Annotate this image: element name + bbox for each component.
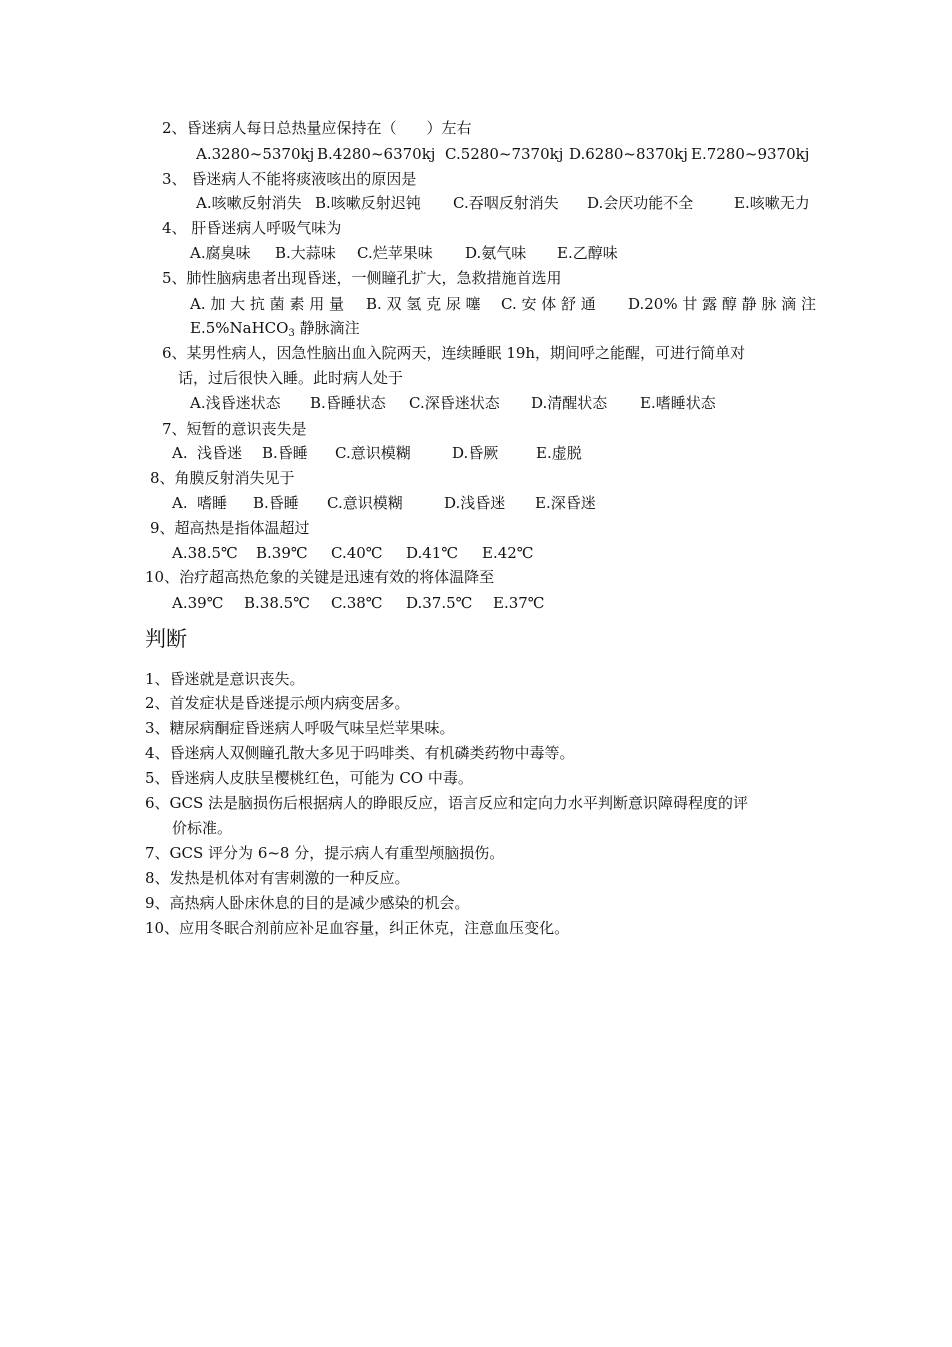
- option: A. 浅昏迷: [172, 444, 243, 462]
- question-9-stem: 9、超高热是指体温超过: [150, 519, 310, 537]
- option: A.浅昏迷状态: [190, 394, 281, 412]
- option: C.深昏迷状态: [409, 394, 500, 412]
- option: E.咳嗽无力: [734, 194, 810, 212]
- tf-item: 1、昏迷就是意识丧失。: [145, 670, 305, 688]
- tf-item: 7、GCS 评分为 6~8 分，提示病人有重型颅脑损伤。: [145, 844, 505, 862]
- option: C.40℃: [331, 544, 383, 562]
- tf-item: 2、首发症状是昏迷提示颅内病变居多。: [145, 694, 410, 712]
- option: E.深昏迷: [535, 494, 596, 512]
- question-6-stem-cont: 话，过后很快入睡。此时病人处于: [178, 369, 404, 387]
- option: C. 安 体 舒 通: [501, 295, 596, 313]
- question-8-stem: 8、角膜反射消失见于: [150, 469, 295, 487]
- option: C.吞咽反射消失: [453, 194, 559, 212]
- option: E.乙醇味: [557, 244, 618, 262]
- option: E.7280~9370kj: [691, 145, 810, 163]
- option: B.4280~6370kj: [317, 145, 436, 163]
- option: B.咳嗽反射迟钝: [315, 194, 421, 212]
- question-4-stem: 4、 肝昏迷病人呼吸气味为: [162, 219, 342, 237]
- option: B.大蒜味: [275, 244, 336, 262]
- option: D.清醒状态: [531, 394, 608, 412]
- question-2-stem: 2、昏迷病人每日总热量应保持在（ ）左右: [162, 119, 472, 137]
- option: E.嗜睡状态: [640, 394, 716, 412]
- option: E.37℃: [493, 594, 545, 612]
- tf-item: 4、昏迷病人双侧瞳孔散大多见于吗啡类、有机磷类药物中毒等。: [145, 744, 575, 762]
- option: C.烂苹果味: [357, 244, 433, 262]
- section-title: 判断: [145, 627, 187, 651]
- option: D.41℃: [406, 544, 459, 562]
- option: D.20% 甘 露 醇 静 脉 滴 注: [628, 295, 816, 313]
- tf-item-cont: 价标准。: [172, 819, 233, 837]
- option: C.意识模糊: [335, 444, 411, 462]
- question-6-stem: 6、某男性病人，因急性脑出血入院两天，连续睡眠 19h，期间呼之能醒，可进行简单对: [162, 344, 746, 362]
- option: B.39℃: [256, 544, 308, 562]
- option: C.5280~7370kj: [445, 145, 564, 163]
- option: D.6280~8370kj: [569, 145, 688, 163]
- tf-item: 6、GCS 法是脑损伤后根据病人的睁眼反应，语言反应和定向力水平判断意识障碍程度的评: [145, 794, 749, 812]
- option: A.咳嗽反射消失: [196, 194, 302, 212]
- option: A.38.5℃: [172, 544, 238, 562]
- option: B.昏睡: [262, 444, 308, 462]
- question-10-stem: 10、治疗超高热危象的关键是迅速有效的将体温降至: [145, 568, 495, 586]
- option: A. 加 大 抗 菌 素 用 量: [190, 295, 344, 313]
- option: A.3280~5370kj: [196, 145, 315, 163]
- option: A.39℃: [172, 594, 224, 612]
- option: A.腐臭味: [190, 244, 251, 262]
- option: D.昏厥: [452, 444, 499, 462]
- option-e-subscript: 3: [288, 328, 295, 339]
- option: A. 嗜睡: [172, 494, 228, 512]
- question-3-stem: 3、 昏迷病人不能将痰液咳出的原因是: [162, 170, 417, 188]
- tf-item: 9、高热病人卧床休息的目的是减少感染的机会。: [145, 894, 470, 912]
- option: D.氨气味: [465, 244, 527, 262]
- option: D.37.5℃: [406, 594, 473, 612]
- tf-item: 10、应用冬眠合剂前应补足血容量，纠正休克，注意血压变化。: [145, 919, 570, 937]
- option: B. 双 氢 克 尿 噻: [366, 295, 481, 313]
- tf-item: 3、糖尿病酮症昏迷病人呼吸气味呈烂苹果味。: [145, 719, 455, 737]
- option-e-text: E.5%NaHCO: [190, 319, 289, 337]
- option: C.意识模糊: [327, 494, 403, 512]
- option: B.昏睡: [253, 494, 299, 512]
- tf-item: 5、昏迷病人皮肤呈樱桃红色，可能为 CO 中毒。: [145, 769, 473, 787]
- question-7-stem: 7、短暂的意识丧失是: [162, 420, 307, 438]
- option: C.38℃: [331, 594, 383, 612]
- option: E.42℃: [482, 544, 534, 562]
- option-e-text-end: 静脉滴注: [294, 319, 360, 337]
- question-5-stem: 5、肺性脑病患者出现昏迷，一侧瞳孔扩大，急救措施首选用: [162, 269, 562, 287]
- option: B.昏睡状态: [310, 394, 386, 412]
- option: D.会厌功能不全: [587, 194, 694, 212]
- question-5-option-e: [190, 318, 360, 338]
- option: E.虚脱: [536, 444, 582, 462]
- tf-item: 8、发热是机体对有害刺激的一种反应。: [145, 869, 410, 887]
- option: D.浅昏迷: [444, 494, 506, 512]
- option: B.38.5℃: [244, 594, 310, 612]
